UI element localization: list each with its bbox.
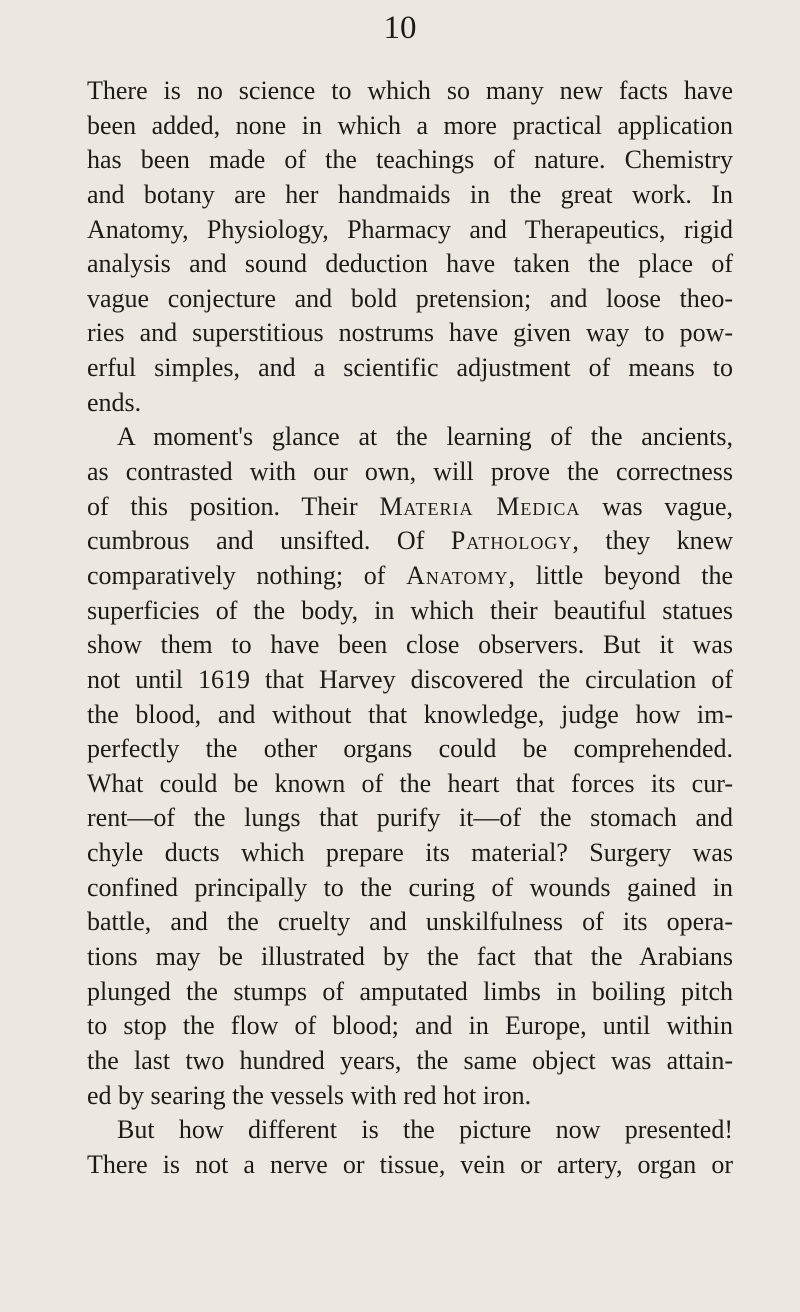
text-line: ends. bbox=[87, 387, 142, 417]
text-line: There is not a nerve or tissue, vein or artery, organ or bbox=[87, 1149, 733, 1179]
text-line: battle, and the cruelty and unskilfulness of its opera- bbox=[87, 907, 733, 937]
text-line: There is no science to which so many new facts have bbox=[87, 76, 733, 105]
paragraph-start-line: But how different is the picture now presented! bbox=[117, 1115, 733, 1145]
small-caps-term: Anatomy bbox=[406, 560, 509, 590]
text-line: has been made of the teachings of nature. Chemistry bbox=[87, 145, 733, 175]
text-line: been added, none in which a more practical application bbox=[87, 110, 733, 140]
text-line: plunged the stumps of amputated limbs in boiling pitch bbox=[87, 976, 733, 1006]
text-segment: comparatively nothing; of bbox=[87, 560, 407, 590]
text-line: tions may be illustrated by the fact that the Arabians bbox=[87, 942, 733, 972]
text-segment: was vague, bbox=[580, 491, 733, 521]
text-line: the blood, and without that knowledge, judge how im- bbox=[87, 699, 733, 729]
paragraph-start-line: A moment's glance at the learning of the ancients, bbox=[117, 422, 733, 452]
text-segment: cumbrous and unsifted. Of bbox=[87, 526, 451, 556]
text-line: confined principally to the curing of wounds gained in bbox=[87, 872, 733, 902]
text-line: the last two hundred years, the same object was attain- bbox=[87, 1045, 733, 1075]
text-line: ries and superstitious nostrums have given way to pow- bbox=[87, 318, 733, 348]
page-number: 10 bbox=[383, 10, 417, 46]
text-line: vague conjecture and bold pretension; and loose theo- bbox=[87, 283, 733, 313]
text-line: Anatomy, Physiology, Pharmacy and Therapeutics, rigid bbox=[87, 214, 733, 244]
text-line: rent—of the lungs that purify it—of the stomach and bbox=[87, 803, 733, 833]
text-line: not until 1619 that Harvey discovered the circulation of bbox=[87, 664, 733, 694]
text-line: and botany are her handmaids in the great work. In bbox=[87, 179, 733, 209]
text-line bbox=[87, 490, 733, 525]
text-line bbox=[87, 524, 733, 559]
text-line: superficies of the body, in which their beautiful statues bbox=[87, 595, 733, 625]
text-line: erful simples, and a scientific adjustment of means to bbox=[87, 353, 733, 383]
text-line bbox=[87, 559, 733, 594]
text-line: show them to have been close observers. But it was bbox=[87, 630, 733, 660]
text-line: analysis and sound deduction have taken the place of bbox=[87, 249, 733, 279]
text-segment: , they knew bbox=[572, 526, 733, 556]
text-segment: , little beyond the bbox=[508, 560, 733, 590]
text-line: to stop the flow of blood; and in Europe, until within bbox=[87, 1011, 733, 1041]
text-line: perfectly the other organs could be comprehended. bbox=[87, 734, 733, 764]
small-caps-term: Pathology bbox=[450, 526, 573, 556]
text-segment: of this position. Their bbox=[87, 491, 380, 521]
body-text bbox=[87, 74, 733, 1183]
text-line: ed by searing the vessels with red hot iron. bbox=[87, 1080, 532, 1110]
text-line: chyle ducts which prepare its material? Surgery was bbox=[87, 838, 733, 868]
text-line: What could be known of the heart that forces its cur- bbox=[87, 768, 733, 798]
text-line: as contrasted with our own, will prove the correctness bbox=[87, 457, 733, 487]
small-caps-term: Materia Medica bbox=[379, 491, 581, 521]
